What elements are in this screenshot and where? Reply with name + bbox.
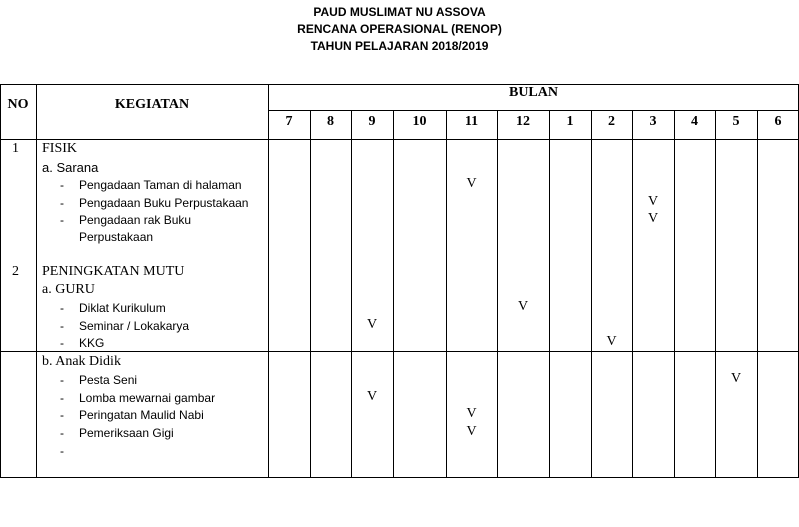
- check-mark: V: [366, 317, 378, 332]
- section-3-subtitle: b. Anak Didik: [42, 354, 121, 369]
- plan-title: RENCANA OPERASIONAL (RENOP): [297, 22, 502, 36]
- column-bulan: BULAN: [508, 85, 558, 100]
- month-2: 2: [608, 114, 615, 129]
- bullet: -: [60, 391, 64, 405]
- month-12: 12: [516, 114, 530, 129]
- month-6: 6: [774, 114, 782, 129]
- list-item: Pengadaan Buku Perpustakaan: [79, 196, 249, 210]
- academic-year: TAHUN PELAJARAN 2018/2019: [310, 39, 489, 53]
- section-2-subtitle: a. GURU: [42, 282, 95, 297]
- month-5: 5: [732, 114, 740, 129]
- check-mark: V: [606, 334, 617, 349]
- section-1-title: FISIK: [42, 141, 78, 156]
- month-7: 7: [285, 114, 293, 129]
- month-4: 4: [691, 114, 698, 129]
- month-3: 3: [649, 114, 657, 129]
- check-mark: V: [466, 176, 477, 191]
- bullet: -: [60, 336, 64, 350]
- bullet: -: [60, 408, 64, 422]
- bullet: -: [60, 373, 64, 387]
- month-8: 8: [327, 114, 334, 129]
- month-9: 9: [368, 114, 376, 129]
- check-mark: V: [466, 424, 477, 439]
- bullet: -: [60, 426, 64, 440]
- month-10: 10: [412, 114, 427, 129]
- list-item: Seminar / Lokakarya: [79, 319, 190, 333]
- bullet: -: [60, 301, 64, 315]
- month-1: 1: [566, 114, 574, 129]
- check-mark: V: [647, 194, 659, 209]
- list-item: Perpustakaan: [79, 230, 154, 244]
- list-item: Pengadaan rak Buku: [79, 213, 192, 227]
- list-item: Pesta Seni: [79, 373, 138, 387]
- check-mark: V: [466, 406, 477, 421]
- check-mark: V: [366, 389, 378, 404]
- bullet: -: [60, 319, 64, 333]
- list-item: Lomba mewarnai gambar: [79, 391, 216, 405]
- bullet: -: [60, 213, 64, 227]
- list-item: Pengadaan Taman di halaman: [79, 178, 242, 192]
- column-no: NO: [7, 97, 29, 112]
- bullet: -: [60, 178, 64, 192]
- check-mark: V: [517, 299, 529, 314]
- section-2-number: 2: [12, 264, 19, 279]
- check-mark: V: [730, 371, 742, 386]
- section-1-subtitle: a. Sarana: [42, 160, 99, 175]
- list-item: KKG: [79, 336, 105, 350]
- list-item: Diklat Kurikulum: [79, 301, 166, 315]
- list-item: Pemeriksaan Gigi: [79, 426, 174, 440]
- section-2-title: PENINGKATAN MUTU: [42, 264, 185, 279]
- month-11: 11: [464, 114, 479, 129]
- column-kegiatan: KEGIATAN: [114, 97, 190, 112]
- list-item: Peringatan Maulid Nabi: [79, 408, 204, 422]
- school-name: PAUD MUSLIMAT NU ASSOVA: [313, 5, 486, 19]
- bullet: -: [60, 444, 64, 458]
- check-mark: V: [647, 211, 659, 226]
- bullet: -: [60, 196, 64, 210]
- section-1-number: 1: [12, 141, 19, 156]
